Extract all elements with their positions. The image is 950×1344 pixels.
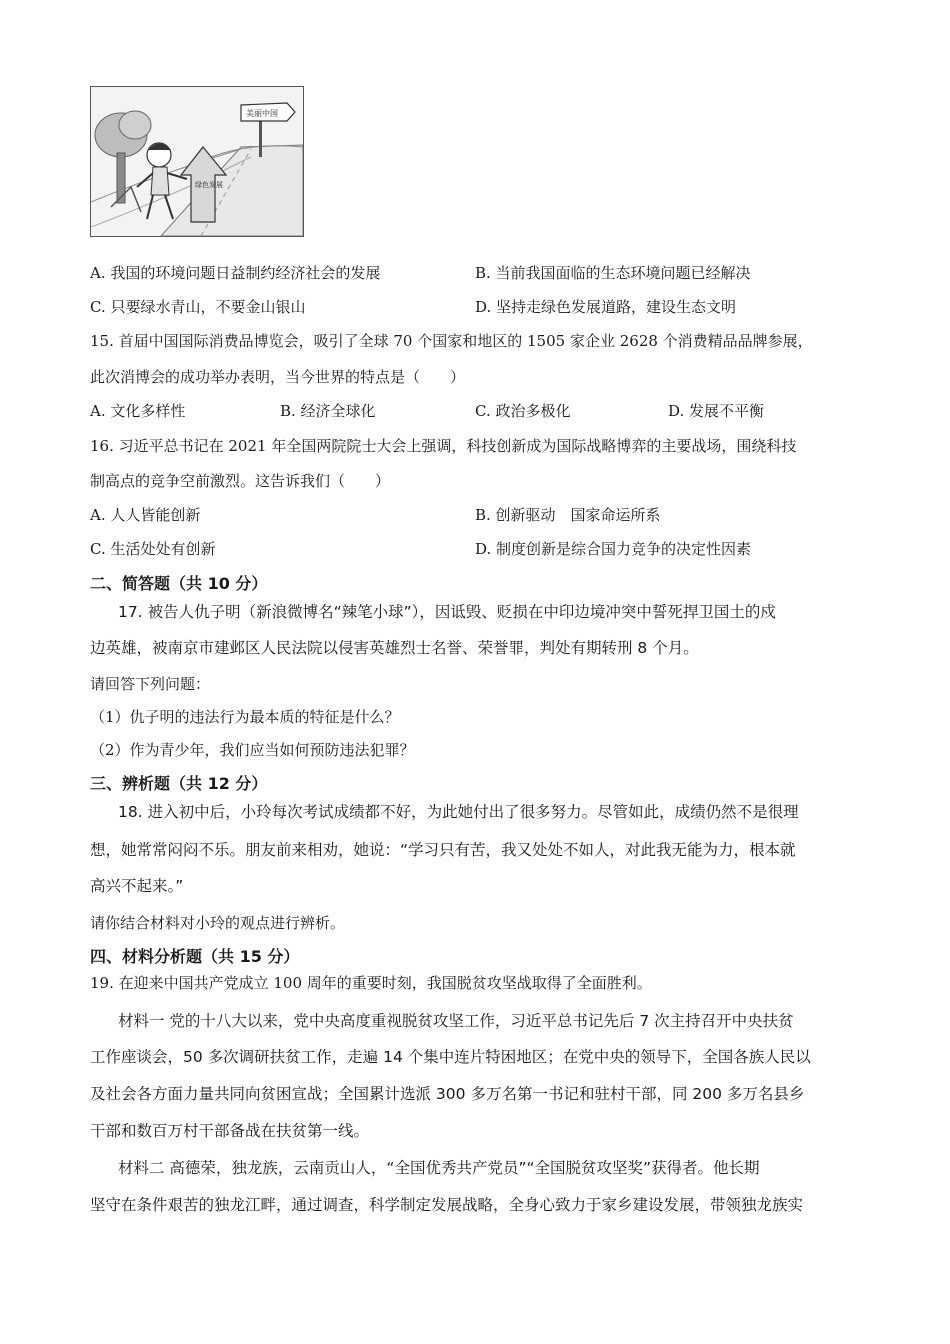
q16-stem-line1: 16. 习近平总书记在 2021 年全国两院院士大会上强调，科技创新成为国际战略博弈的主要战场，围绕科技 (90, 437, 797, 455)
q15-option-b: B. 经济全球化 (280, 402, 376, 420)
q17-line2: 边英雄，被南京市建邺区人民法院以侵害英雄烈士名誉、荣誉罪，判处有期转刑 8 个月。 (90, 639, 699, 657)
q18-line1: 18. 进入初中后，小玲每次考试成绩都不好，为此她付出了很多努力。尽管如此，成绩仍然不是很理 (118, 803, 799, 821)
q19-intro: 19. 在迎来中国共产党成立 100 周年的重要时刻，我国脱贫攻坚战取得了全面胜利。 (90, 974, 652, 992)
cartoon-figure (90, 86, 304, 237)
q16-option-c: C. 生活处处有创新 (90, 540, 216, 558)
q15-stem-line1: 15. 首届中国国际消费品博览会，吸引了全球 70 个国家和地区的 1505 家企业 2628 个消费精品品牌参展， (90, 332, 813, 350)
cartoon-illustration (91, 87, 303, 236)
q17-prompt: 请回答下列问题： (90, 675, 211, 693)
q15-stem-line2: 此次消博会的成功举办表明，当今世界的特点是（ ） (90, 368, 466, 386)
q14-option-d: D. 坚持走绿色发展道路，建设生态文明 (475, 298, 737, 316)
material2-line2: 坚守在条件艰苦的独龙江畔，通过调查，科学制定发展战略，全身心致力于家乡建设发展，带领独龙族实 (90, 1196, 804, 1214)
q14-option-a: A. 我国的环境问题日益制约经济社会的发展 (90, 264, 381, 282)
q17-sub2: （2）作为青少年，我们应当如何预防违法犯罪？ (90, 741, 415, 759)
material1-line4: 干部和数百万村干部备战在扶贫第一线。 (90, 1122, 370, 1140)
section4-title: 四、材料分析题（共 15 分） (90, 947, 300, 966)
q15-option-a: A. 文化多样性 (90, 402, 186, 420)
q16-option-a: A. 人人皆能创新 (90, 506, 201, 524)
sign-text: 美丽中国 (246, 109, 278, 118)
q17-sub1: （1）仇子明的违法行为最本质的特征是什么？ (90, 708, 400, 726)
q15-option-c: C. 政治多极化 (475, 402, 571, 420)
q14-option-c: C. 只要绿水青山，不要金山银山 (90, 298, 306, 316)
q18-line3: 高兴不起来。” (90, 877, 184, 895)
q14-option-b: B. 当前我国面临的生态环境问题已经解决 (475, 264, 751, 282)
q18-line2: 想，她常常闷闷不乐。朋友前来相劝，她说：“学习只有苦，我又处处不如人，对此我无能为力，根本就 (90, 841, 796, 859)
material1-line3: 及社会各方面力量共同向贫困宣战；全国累计选派 300 多万名第一书记和驻村干部，同 200 多万名县乡 (90, 1085, 805, 1103)
material1-line1: 材料一 党的十八大以来，党中央高度重视脱贫攻坚工作，习近平总书记先后 7 次主持召开中央扶贫 (118, 1012, 794, 1030)
section3-title: 三、辨析题（共 12 分） (90, 774, 268, 793)
q17-line1: 17. 被告人仇子明（新浪微博名“辣笔小球”），因诋毁、贬损在中印边境冲突中誓死捍卫国土的戍 (118, 603, 776, 621)
q16-option-d: D. 制度创新是综合国力竞争的决定性因素 (475, 540, 752, 558)
arrow-text: 绿色发展 (195, 181, 223, 189)
q15-option-d: D. 发展不平衡 (668, 402, 765, 420)
q16-stem-line2: 制高点的竞争空前激烈。这告诉我们（ ） (90, 472, 391, 490)
section2-title: 二、简答题（共 10 分） (90, 574, 268, 593)
q18-prompt: 请你结合材料对小玲的观点进行辨析。 (90, 914, 346, 932)
material2-line1: 材料二 高德荣，独龙族，云南贡山人，“全国优秀共产党员”“全国脱贫攻坚奖”获得者。他长期 (118, 1159, 760, 1177)
q16-option-b: B. 创新驱动 国家命运所系 (475, 506, 661, 524)
material1-line2: 工作座谈会，50 多次调研扶贫工作，走遍 14 个集中连片特困地区；在党中央的领导下，全国各族人民以 (90, 1048, 811, 1066)
